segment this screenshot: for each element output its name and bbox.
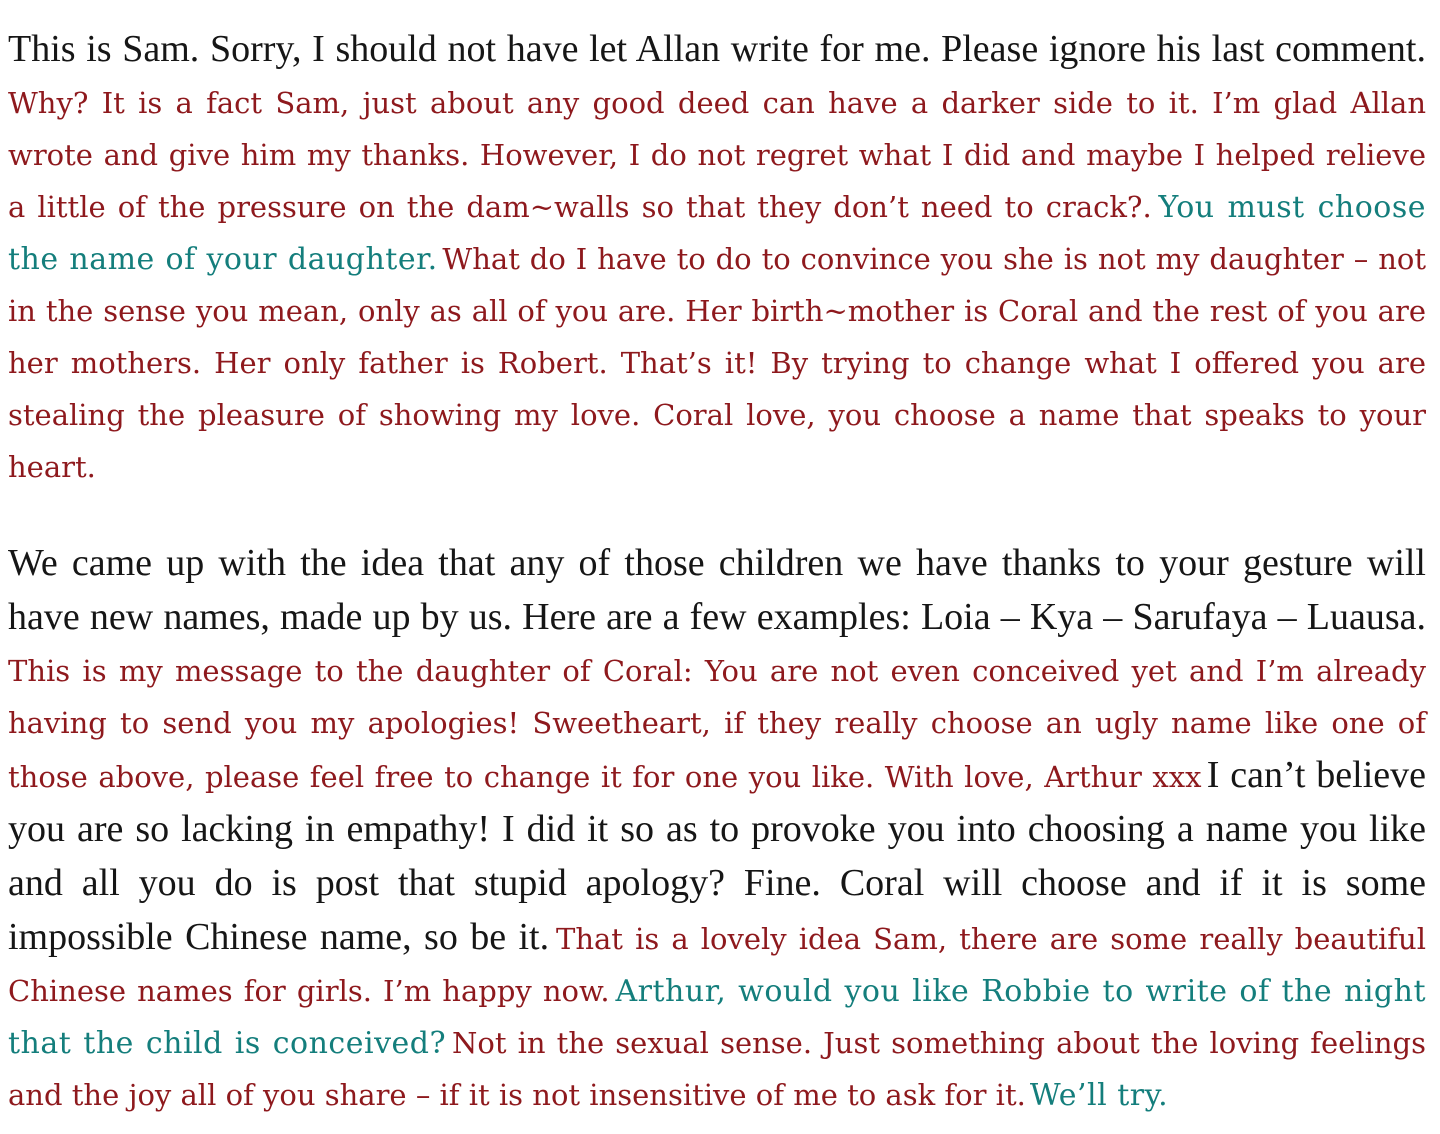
text-segment-teal-speaker: You must choose the name of your daughter. <box>8 190 1426 277</box>
text-segment-teal-speaker: Arthur, would you like Robbie to write of the night that the child is conceived? <box>8 974 1426 1061</box>
text-segment-teal-speaker: We’ll try. <box>1029 1078 1169 1113</box>
conversation-paragraph <box>8 540 1426 1124</box>
text-segment-black-speaker: This is Sam. Sorry, I should not have let Allan write for me. Please ignore his last comment. <box>8 28 1426 70</box>
text-segment-red-speaker: This is my message to the daughter of Coral: You are not even conceived yet and I’m already having to send you my apologies! Sweetheart, if they really choose an ugly name like one of those above, please feel free to change it for one you like. With love, Arthur xxx <box>8 654 1426 794</box>
conversation-paragraph <box>8 26 1426 496</box>
text-segment-red-speaker: Why? It is a fact Sam, just about any good deed can have a darker side to it. I’m glad Allan wrote and give him my thanks. However, I do not regret what I did and maybe I helped relieve a little of the pressure on the dam~walls so that they don’t need to crack?. <box>8 86 1426 224</box>
text-segment-red-speaker: Not in the sexual sense. Just something about the loving feelings and the joy all of you share – if it is not insensitive of me to ask for it. <box>8 1026 1427 1112</box>
text-segment-red-speaker: That is a lovely idea Sam, there are some really beautiful Chinese names for girls. I’m happy now. <box>8 922 1426 1008</box>
text-segment-red-speaker: What do I have to do to convince you she is not my daughter – not in the sense you mean, only as all of you are. Her birth~mother is Coral and the rest of you are her mothers. Her only father is Robert. That’s it! By trying to change what I offered you are stealing the pleasure of showing my love. Coral love, you choose a name that speaks to your heart. <box>8 242 1426 484</box>
text-segment-black-speaker: I can’t believe you are so lacking in empathy! I did it so as to provoke you into choosing a name you like and all you do is post that stupid apology? Fine. Coral will choose and if it is some impossible Chinese name, so be it. <box>8 754 1426 958</box>
text-segment-black-speaker: We came up with the idea that any of those children we have thanks to your gesture will have new names, made up by us. Here are a few examples: Loia – Kya – Sarufaya – Luausa. <box>8 542 1426 638</box>
